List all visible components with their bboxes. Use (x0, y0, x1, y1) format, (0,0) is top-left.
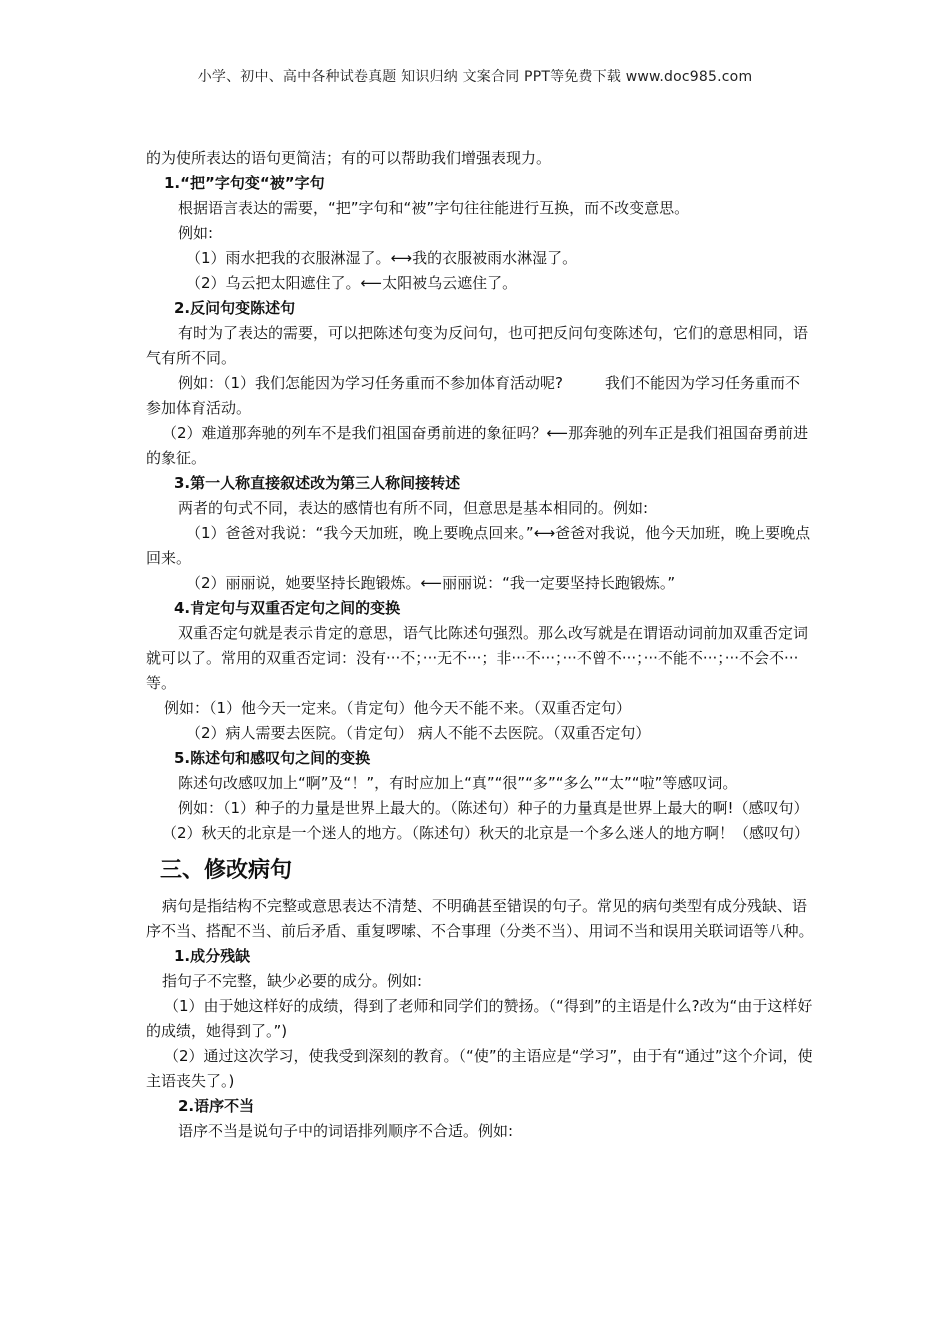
double-arrow-icon (391, 249, 413, 267)
paragraph: 根据语言表达的需要，“把”字句和“被”字句往往能进行互换，而不改变意思。 (178, 199, 690, 217)
section-title: 三、修改病句 (160, 858, 293, 883)
paragraph: 语序不当是说句子中的词语排列顺序不合适。例如: (178, 1122, 514, 1140)
example-line: （2）通过这次学习，使我受到深刻的教育。（“使”的主语应是“学习”，由于有“通过”这个介词，使主语丧失了。) (146, 1047, 813, 1090)
example-line: （1）由于她这样好的成绩，得到了老师和同学们的赞扬。（“得到”的主语是什么?改为“由于这样好的成绩，她得到了。”) (146, 997, 813, 1040)
left-arrow-icon (421, 574, 443, 592)
example-line (146, 571, 814, 596)
left-arrow-icon (361, 274, 383, 292)
example-text: （2）丽丽说，她要坚持长跑锻炼。 (186, 574, 421, 592)
example-text: （2）乌云把太阳遮住了。 (186, 274, 361, 292)
example-text: 例如：（1）我们怎能因为学习任务重而不参加体育活动呢? (178, 374, 564, 392)
example-line: （2）秋天的北京是一个迷人的地方。（陈述句）秋天的北京是一个多么迷人的地方啊！（感叹句） (162, 824, 810, 842)
paragraph: 有时为了表达的需要，可以把陈述句变为反问句，也可把反问句变陈述句，它们的意思相同，语气有所不同。 (146, 324, 809, 367)
example-text: 太阳被乌云遮住了。 (382, 274, 518, 292)
paragraph: 两者的句式不同，表达的感情也有所不同，但意思是基本相同的。例如: (178, 499, 649, 517)
subheading-word-order: 2.语序不当 (178, 1097, 255, 1115)
subheading-exclamation: 5.陈述句和感叹句之间的变换 (174, 749, 371, 767)
paragraph: 例如: (178, 224, 214, 242)
example-line (146, 371, 814, 421)
paragraph: 的为使所表达的语句更简洁；有的可以帮助我们增强表现力。 (146, 149, 552, 167)
example-line (146, 271, 814, 296)
subheading-ba-to-bei: 1.“把”字句变“被”字句 (164, 174, 325, 192)
example-text: （2）难道那奔驰的列车不是我们祖国奋勇前进的象征吗？ (162, 424, 547, 442)
example-line: （2）病人需要去医院。（肯定句） 病人不能不去医院。（双重否定句） (186, 724, 651, 742)
document-body (146, 146, 814, 1144)
example-line (146, 421, 814, 471)
paragraph: 双重否定句就是表示肯定的意思，语气比陈述句强烈。那么改写就是在谓语动词前加双重否定词就可以了。常用的双重否定词：没有···不；···无不···；非···不···；···不曾不···；···不能不···；···不会不···等。 (146, 624, 809, 692)
example-text: 爸爸对我说，他今天加班，晚上要晚点回来。 (146, 524, 811, 567)
paragraph: 陈述句改感叹加上“啊”及“！”，有时应加上“真”“很”“多”“多么”“太”“啦”等感叹词。 (178, 774, 738, 792)
example-line (146, 246, 814, 271)
example-text: （1）爸爸对我说：“我今天加班，晚上要晚点回来。” (186, 524, 534, 542)
double-arrow-icon (534, 524, 556, 542)
subheading-double-negative: 4.肯定句与双重否定句之间的变换 (174, 599, 401, 617)
example-line: 例如：（1）种子的力量是世界上最大的。（陈述句）种子的力量真是世界上最大的啊!（感叹句） (178, 799, 809, 817)
page-header-banner: 小学、初中、高中各种试卷真题 知识归纳 文案合同 PPT等免费下载 www.doc985.com (197, 69, 753, 85)
example-line (146, 521, 814, 571)
example-text: 丽丽说：“我一定要坚持长跑锻炼。” (442, 574, 676, 592)
example-text: （1）雨水把我的衣服淋湿了。 (186, 249, 391, 267)
example-text: 那奔驰的列车正是我们祖国奋勇前进的象征。 (146, 424, 809, 467)
subheading-missing-component: 1.成分残缺 (174, 947, 251, 965)
paragraph: 病句是指结构不完整或意思表达不清楚、不明确甚至错误的句子。常见的病句类型有成分残缺、语序不当、搭配不当、前后矛盾、重复啰嗦、不合事理（分类不当）、用词不当和误用关联词语等八种。 (146, 897, 814, 940)
paragraph: 指句子不完整，缺少必要的成分。例如: (162, 972, 423, 990)
left-arrow-icon (547, 424, 569, 442)
example-text: 我的衣服被雨水淋湿了。 (412, 249, 578, 267)
example-line: 例如：（1）他今天一定来。（肯定句）他今天不能不来。（双重否定句） (164, 699, 632, 717)
subheading-rhetorical-to-statement: 2.反问句变陈述句 (174, 299, 296, 317)
example-text: 我们不能因为学习任务重而不参加体育活动。 (146, 374, 801, 417)
subheading-person-conversion: 3.第一人称直接叙述改为第三人称间接转述 (174, 474, 461, 492)
